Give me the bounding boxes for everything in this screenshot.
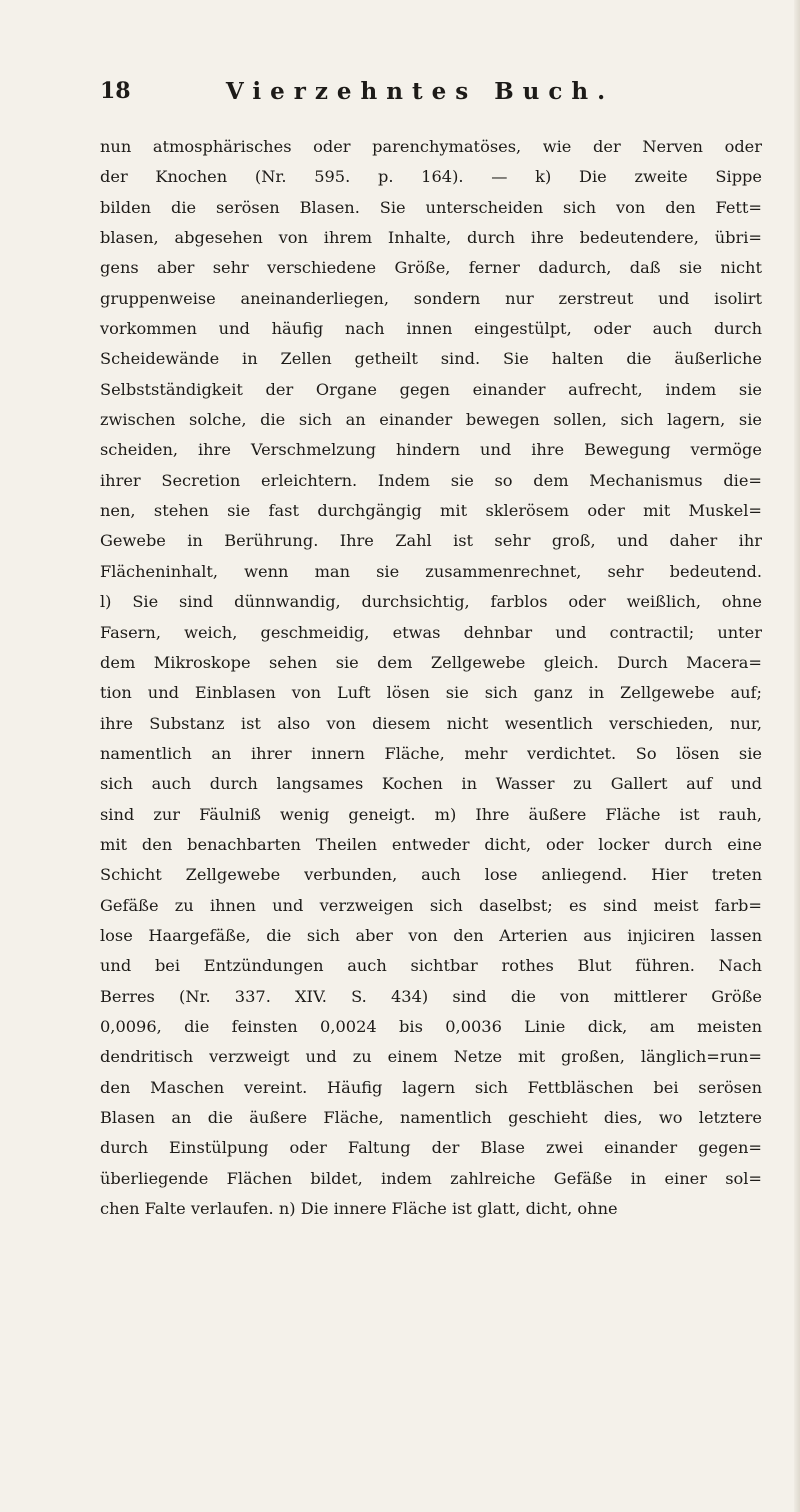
text-line: nun atmosphärisches oder parenchymatöses, wie der Nerven oder	[100, 137, 762, 156]
text-line: Berres (Nr. 337. XIV. S. 434) sind die von mittlerer Größe	[100, 986, 762, 1006]
text-line: Gefäße zu ihnen und verzweigen sich daselbst; es sind meist farb=	[100, 895, 762, 915]
text-line: Blasen an die äußere Fläche, namentlich geschieht dies, wo letztere	[100, 1108, 762, 1127]
text-line: den Maschen vereint. Häufig lagern sich Fettbläschen bei serösen	[100, 1077, 762, 1097]
text-line: l) Sie sind dünnwandig, durchsichtig, farblos oder weißlich, ohne	[100, 592, 762, 612]
text-line: scheiden, ihre Verschmelzung hindern und ihre Bewegung vermöge	[100, 440, 762, 460]
text-line: blasen, abgesehen von ihrem Inhalte, durch ihre bedeutendere, übri=	[100, 228, 762, 248]
text-line: sich auch durch langsames Kochen in Wasser zu Gallert auf und	[100, 774, 762, 794]
body-text	[100, 132, 762, 1224]
text-line: der Knochen (Nr. 595. p. 164). — k) Die zweite Sippe	[100, 167, 762, 187]
text-line: Fasern, weich, geschmeidig, etwas dehnbar und contractil; unter	[100, 622, 762, 642]
text-line: namentlich an ihrer innern Fläche, mehr verdichtet. So lösen sie	[100, 743, 762, 763]
text-line: dem Mikroskope sehen sie dem Zellgewebe gleich. Durch Macera=	[100, 652, 762, 672]
text-line: lose Haargefäße, die sich aber von den Arterien aus injiciren lassen	[100, 925, 762, 945]
text-line: Selbstständigkeit der Organe gegen einander aufrecht, indem sie	[100, 379, 762, 399]
text-line: sind zur Fäulniß wenig geneigt. m) Ihre äußere Fläche ist rauh,	[100, 804, 762, 824]
page-number: 18	[100, 78, 131, 104]
text-line: Scheidewände in Zellen getheilt sind. Sie halten die äußerliche	[100, 349, 762, 369]
text-line: Schicht Zellgewebe verbunden, auch lose anliegend. Hier treten	[100, 865, 762, 885]
text-line: überliegende Flächen bildet, indem zahlreiche Gefäße in einer sol=	[100, 1168, 762, 1188]
running-title: Vierzehntes Buch.	[225, 78, 615, 105]
text-line: ihrer Secretion erleichtern. Indem sie so dem Mechanismus die=	[100, 470, 762, 490]
text-line: zwischen solche, die sich an einander bewegen sollen, sich lagern, sie	[100, 410, 762, 430]
page-header	[100, 78, 740, 118]
text-line: gens aber sehr verschiedene Größe, ferner dadurch, daß sie nicht	[100, 258, 762, 278]
text-line: 0,0096, die feinsten 0,0024 bis 0,0036 Linie dick, am meisten	[100, 1016, 762, 1036]
text-line: gruppenweise aneinanderliegen, sondern nur zerstreut und isolirt	[100, 288, 762, 308]
text-line: ihre Substanz ist also von diesem nicht wesentlich verschieden, nur,	[100, 713, 762, 733]
text-line: und bei Entzündungen auch sichtbar rothes Blut führen. Nach	[100, 956, 762, 976]
text-line: Flächeninhalt, wenn man sie zusammenrechnet, sehr bedeutend.	[100, 561, 762, 581]
text-line: tion und Einblasen von Luft lösen sie sich ganz in Zellgewebe auf;	[100, 683, 762, 703]
text-line: nen, stehen sie fast durchgängig mit sklerösem oder mit Muskel=	[100, 501, 762, 521]
text-line: vorkommen und häufig nach innen eingestülpt, oder auch durch	[100, 319, 762, 339]
text-line: durch Einstülpung oder Faltung der Blase zwei einander gegen=	[100, 1138, 762, 1158]
text-line: mit den benachbarten Theilen entweder dicht, oder locker durch eine	[100, 834, 762, 854]
text-line: dendritisch verzweigt und zu einem Netze mit großen, länglich=run=	[100, 1047, 762, 1067]
text-line: Gewebe in Berührung. Ihre Zahl ist sehr groß, und daher ihr	[100, 531, 762, 551]
text-line: chen Falte verlaufen. n) Die innere Fläche ist glatt, dicht, ohne	[100, 1199, 618, 1219]
text-line: bilden die serösen Blasen. Sie unterscheiden sich von den Fett=	[100, 197, 762, 217]
